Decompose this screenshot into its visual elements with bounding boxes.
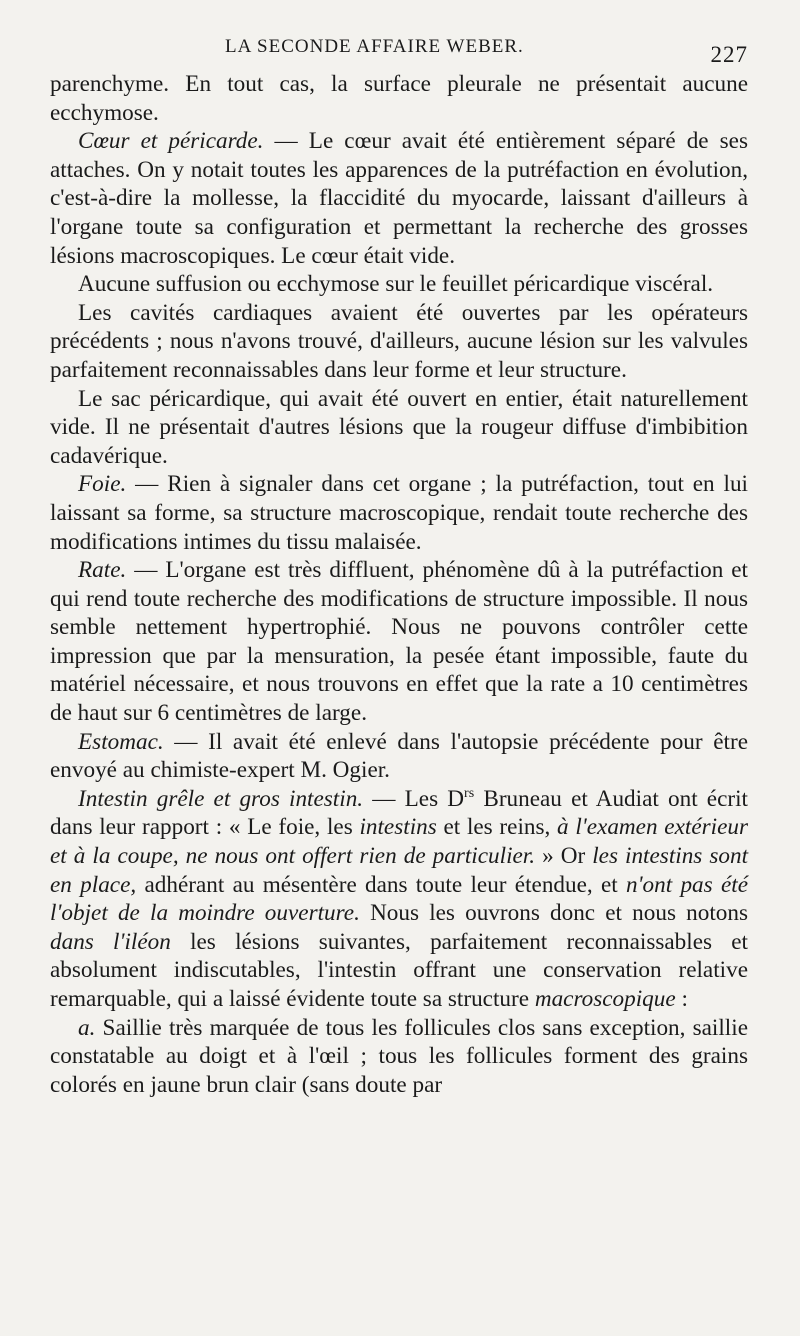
paragraph-text: Le sac péricardique, qui avait été ouvert en entier, était naturellement vide. Il ne présentait d'autres lésions que la rougeur diffuse d'imbibition cadavérique. [50,385,748,469]
section-heading-foie: Foie. [78,471,127,498]
superscript: rs [464,785,475,801]
text-run: » Or [535,843,593,870]
paragraph-suffusion [50,270,748,299]
paragraph-text: Saillie très marquée de tous les follicules clos sans exception, saillie constatable au doigt et à l'œil ; tous les follicules forment des grains colorés en jaune brun clair (sans doute par [50,1014,748,1098]
italic-run: les intestins sont en place, [50,843,749,898]
em-dash: — [263,128,309,155]
paragraph-cavites [50,299,748,385]
paragraph-coeur [50,127,748,270]
section-heading-estomac: Estomac. [78,728,164,755]
page-number: 227 [710,42,748,67]
paragraph-text: Rien à signaler dans cet organe ; la putréfaction, tout en lui laissant sa forme, sa structure macroscopique, rendait toute recherche des modifications intimes du tissu malaisée. [50,471,748,555]
italic-run: n'ont pas été l'objet de la moindre ouverture. [50,871,748,927]
text-run: les lésions suivantes, parfaitement reconnaissables et absolument indiscutables, l'intestin offrant une conservation relative remarquable, qui a laissé évidente toute sa structure [50,928,748,1012]
page-body [50,70,748,1099]
paragraph-text: L'organe est très diffluent, phénomène dû à la putréfaction et qui rend toute recherche des modifications de structure impossible. Il nous semble nettement hypertrophié. Nous ne pouvons contrôler cette impression que par la mensuration, la pesée étant impossible, faute du matériel nécessaire, et nous trouvons en effet que la rate a 10 centimètres de haut sur 6 centimètres de large. [50,557,748,727]
text-run: et les reins, [436,814,558,841]
section-heading-intestin: Intestin grêle et gros intestin. [78,785,364,812]
paragraph-text: Le cœur avait été entièrement séparé de ses attaches. On y notait toutes les apparences de la putréfaction en évolution, c'est-à-dire la mollesse, la flaccidité du myocarde, laissant d'ailleurs à l'organe toute sa configuration et permettant la recherche des grosses lésions macroscopiques. Le cœur était vide. [50,128,748,269]
italic-quote: à l'examen extérieur et à la coupe, ne nous ont offert rien de particulier. [50,814,748,870]
text-run: Nous les ouvrons donc et nous notons [359,900,748,927]
paragraph-text: Les cavités cardiaques avaient été ouvertes par les opérateurs précédents ; nous n'avons trouvé, d'ailleurs, aucune lésion sur les valvules parfaitement reconnaissables dans leur forme et leur structure. [50,299,748,383]
paragraph-rate [50,556,748,728]
italic-run: macroscopique [534,986,676,1012]
em-dash: — [363,785,405,812]
italic-run: dans l'iléon [50,928,171,955]
running-title: LA SECONDE AFFAIRE WEBER. [225,36,524,57]
em-dash: — [126,471,168,498]
em-dash: — [126,557,166,584]
paragraph-foie [50,470,748,556]
running-header [50,30,748,70]
text-run: adhérant au mésentère dans toute leur étendue, et [136,871,626,898]
paragraph-saillie [50,1014,748,1100]
paragraph-continuation [50,70,748,127]
section-heading-rate: Rate. [78,557,127,584]
paragraph-sac [50,385,748,471]
text-run: Les D [404,785,465,812]
text-run: : [675,986,688,1012]
section-heading-coeur: Cœur et péricarde. [78,128,264,155]
paragraph-text: Aucune suffusion ou ecchymose sur le feuillet péricardique viscéral. [78,271,714,298]
list-label: a. [78,1014,96,1041]
paragraph-intestin [50,785,748,1014]
italic-run: intestins [359,814,437,841]
text-run: Bruneau et Audiat ont écrit dans leur rapport : « Le foie, les [50,785,748,841]
paragraph-text: Il avait été enlevé dans l'autopsie précédente pour être envoyé au chimiste-expert M. Ogier. [50,728,749,784]
paragraph-text: parenchyme. En tout cas, la surface pleurale ne présentait aucune ecchymose. [50,71,748,126]
em-dash: — [163,728,209,755]
paragraph-estomac [50,728,748,785]
